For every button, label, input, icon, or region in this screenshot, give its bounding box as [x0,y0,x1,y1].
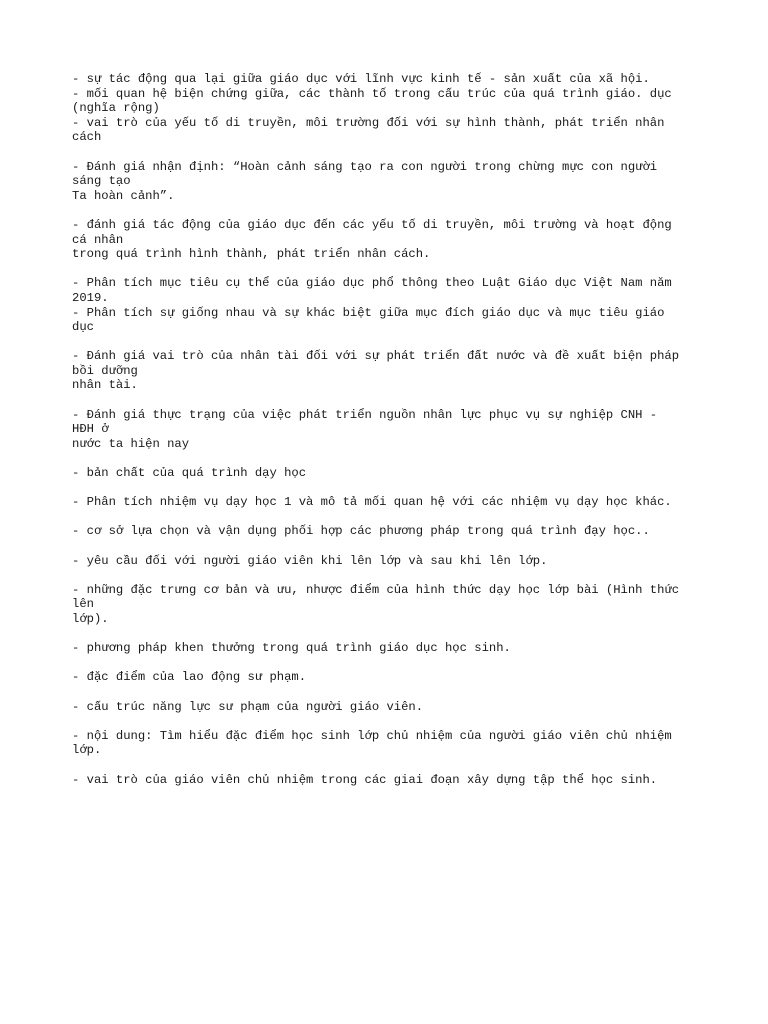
text-line: - sự tác động qua lại giữa giáo dục với lĩnh vực kinh tế - sản xuất của xã hội. [72,72,650,86]
paragraph [72,554,702,569]
paragraph [72,641,702,656]
text-line: bồi dưỡng [72,363,138,378]
text-line: (nghĩa rộng) [72,101,160,116]
text-line: sáng tạo [72,174,131,189]
paragraph [72,524,702,539]
text-line: HĐH ở [72,422,109,437]
paragraph [72,160,702,204]
paragraph [72,72,702,145]
text-line: - vai trò của yếu tố di truyền, môi trường đối với sự hình thành, phát triển nhân [72,115,665,130]
text-line: - vai trò của giáo viên chủ nhiệm trong các giai đoạn xây dựng tập thể học sinh. [72,772,658,787]
text-line: Ta hoàn cảnh”. [72,188,175,203]
text-line: nhân tài. [72,378,138,393]
document-body [72,72,702,802]
text-line: - đánh giá tác động của giáo dục đến các yếu tố di truyền, môi trường và hoạt động [72,217,672,232]
paragraph [72,218,702,262]
paragraph [72,773,702,788]
text-line: lớp). [72,611,109,626]
paragraph [72,466,702,481]
paragraph [72,276,702,334]
text-line: - những đặc trưng cơ bản và ưu, nhược điểm của hình thức dạy học lớp bài (Hình thức [72,582,680,597]
paragraph [72,583,702,627]
text-line: - bản chất của quá trình dạy học [72,466,307,481]
text-line: dục [72,320,94,335]
text-line: lớp. [72,743,102,758]
paragraph [72,700,702,715]
text-line: - mối quan hệ biện chứng giữa, các thành tố trong cấu trúc của quá trình giáo. dục [72,86,672,101]
text-line: - phương pháp khen thưởng trong quá trình giáo dục học sinh. [72,641,511,656]
text-line: - Đánh giá thực trạng của việc phát triển nguồn nhân lực phục vụ sự nghiệp CNH - [72,407,658,422]
paragraph [72,670,702,685]
text-line: - Phân tích nhiệm vụ dạy học 1 và mô tả mối quan hệ với các nhiệm vụ dạy học khác. [72,495,672,510]
text-line: - Phân tích mục tiêu cụ thể của giáo dục phổ thông theo Luật Giáo dục Việt Nam năm [72,276,672,291]
text-line: nước ta hiện nay [72,436,190,451]
text-line: 2019. [72,290,109,305]
text-line: - Phân tích sự giống nhau và sự khác biệt giữa mục đích giáo dục và mục tiêu giáo [72,305,665,320]
paragraph [72,495,702,510]
text-line: lên [72,597,94,612]
text-line: - đặc điểm của lao động sư phạm. [72,670,307,685]
text-line: - cấu trúc năng lực sư phạm của người giáo viên. [72,699,424,714]
paragraph [72,408,702,452]
text-line: - Đánh giá nhận định: “Hoàn cảnh sáng tạo ra con người trong chừng mực con người [72,159,658,174]
paragraph [72,349,702,393]
text-line: cá nhân [72,232,124,247]
text-line: - nội dung: Tìm hiểu đặc điểm học sinh lớp chủ nhiệm của người giáo viên chủ nhiệm [72,728,672,743]
text-line: - cơ sở lựa chọn và vận dụng phối hợp các phương pháp trong quá trình đạy học.. [72,524,650,539]
text-line: - Đánh giá vai trò của nhân tài đối với sự phát triển đất nước và đề xuất biện pháp [72,349,680,364]
text-line: - yêu cầu đối với người giáo viên khi lên lớp và sau khi lên lớp. [72,553,548,568]
text-line: cách [72,130,102,145]
text-line: trong quá trình hình thành, phát triển nhân cách. [72,247,431,262]
paragraph [72,729,702,758]
